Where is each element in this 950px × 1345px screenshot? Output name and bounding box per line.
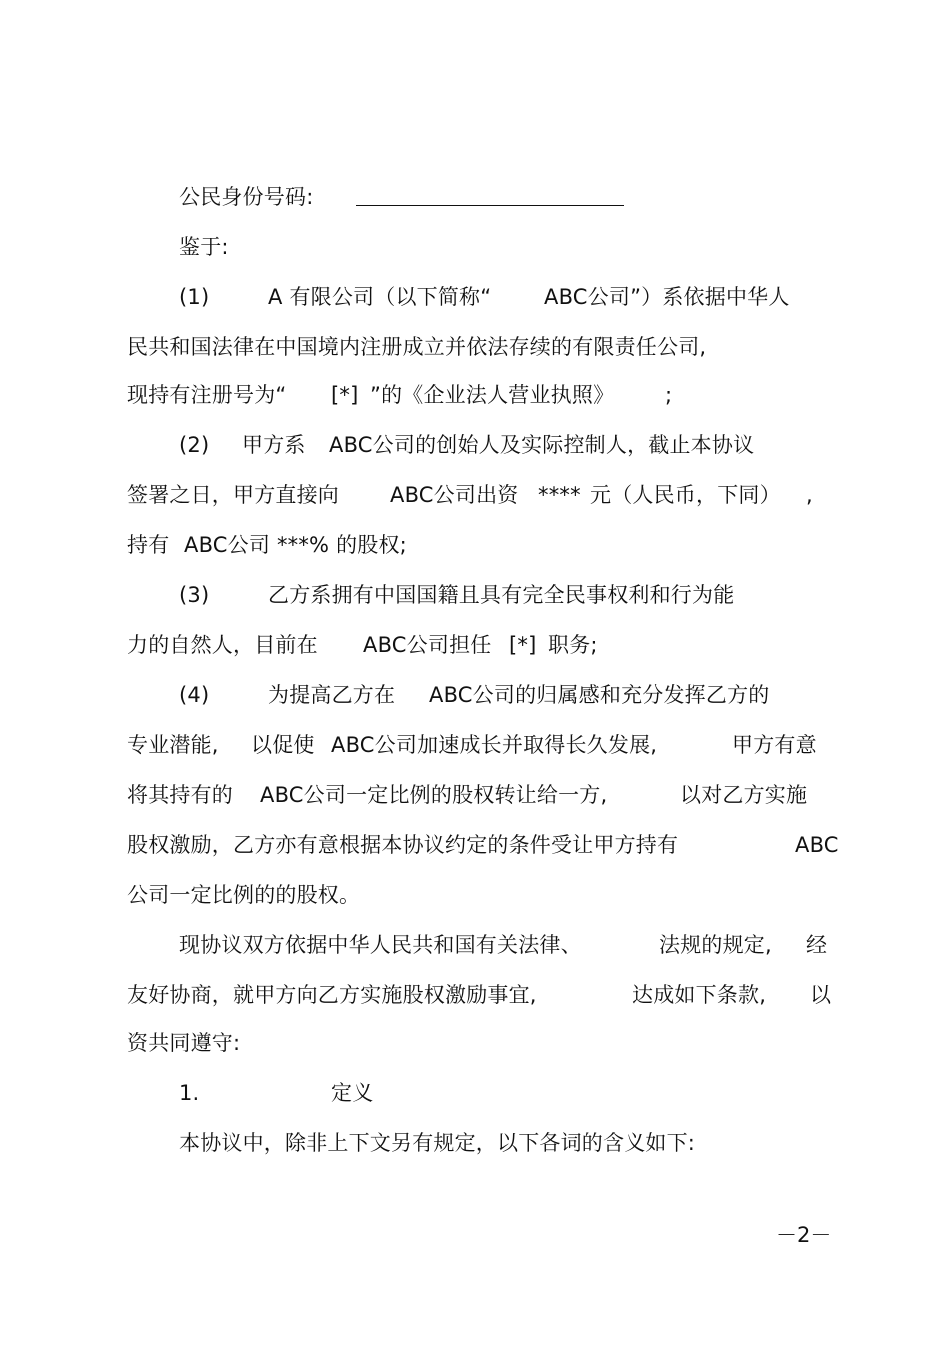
item-2-line-1b: ABC公司的创始人及实际控制人，截止本协议	[329, 433, 755, 457]
agreement-line-1c: 经	[806, 933, 828, 957]
section-1-number: 1.	[179, 1081, 200, 1105]
item-1-line-1a: A 有限公司（以下简称“	[268, 285, 492, 309]
item-1-line-2: 民共和国法律在中国境内注册成立并依法存续的有限责任公司,	[127, 335, 707, 359]
item-4-line-4b: ABC	[795, 833, 839, 857]
agreement-line-2a: 友好协商，就甲方向乙方实施股权激励事宜,	[127, 983, 537, 1007]
item-4-line-5: 公司一定比例的的股权。	[127, 883, 361, 907]
agreement-line-1b: 法规的规定,	[659, 933, 772, 957]
agreement-line-3: 资共同遵守:	[127, 1031, 241, 1055]
item-1-line-1b: ABC公司”）系依据中华人	[544, 285, 790, 309]
page-number: －2－	[776, 1223, 832, 1247]
item-4-number: (4)	[179, 683, 210, 707]
definitions-intro: 本协议中，除非上下文另有规定，以下各词的含义如下:	[179, 1131, 696, 1155]
item-4-line-3c: 以对乙方实施	[680, 783, 808, 807]
item-4-line-3b: ABC公司一定比例的股权转让给一方,	[260, 783, 608, 807]
item-4-line-2c: ABC公司加速成长并取得长久发展,	[331, 733, 658, 757]
item-4-line-2a: 专业潜能,	[127, 733, 219, 757]
whereas-heading: 鉴于:	[179, 235, 229, 259]
item-3-line-2b: ABC公司担任	[363, 633, 492, 657]
item-3-line-1: 乙方系拥有中国国籍且具有完全民事权利和行为能	[268, 583, 735, 607]
agreement-line-2b: 达成如下条款,	[632, 983, 767, 1007]
agreement-line-2c: 以	[810, 983, 832, 1007]
item-2-line-2e: ,	[806, 483, 813, 507]
id-number-blank	[356, 205, 624, 206]
item-1-line-3c: ”的《企业法人营业执照》	[370, 383, 615, 407]
item-1-line-3d: ;	[665, 383, 673, 407]
item-1-number: (1)	[179, 285, 210, 309]
item-4-line-1b: ABC公司的归属感和充分发挥乙方的	[429, 683, 770, 707]
item-2-line-1a: 甲方系	[242, 433, 306, 457]
item-3-number: (3)	[179, 583, 210, 607]
item-4-line-1a: 为提高乙方在	[268, 683, 396, 707]
item-3-line-2a: 力的自然人，目前在	[127, 633, 318, 657]
item-2-line-3a: 持有	[127, 533, 170, 557]
item-2-line-2c: ****	[538, 483, 581, 507]
section-1-title: 定义	[331, 1081, 374, 1105]
item-3-line-2d: 职务;	[548, 633, 598, 657]
item-4-line-2b: 以促使	[251, 733, 315, 757]
item-2-number: (2)	[179, 433, 210, 457]
item-2-line-2d: 元（人民币，下同）	[590, 483, 781, 507]
item-2-line-3b: ABC公司 ***% 的股权;	[184, 533, 407, 557]
item-2-line-2b: ABC公司出资	[390, 483, 519, 507]
item-1-line-3b: [*]	[331, 383, 359, 407]
item-4-line-3a: 将其持有的	[127, 783, 233, 807]
item-1-line-3a: 现持有注册号为“	[127, 383, 287, 407]
item-2-line-2a: 签署之日，甲方直接向	[127, 483, 339, 507]
item-4-line-4a: 股权激励，乙方亦有意根据本协议约定的条件受让甲方持有	[127, 833, 679, 857]
item-4-line-2d: 甲方有意	[732, 733, 817, 757]
item-3-line-2c: [*]	[509, 633, 537, 657]
id-number-label: 公民身份号码:	[179, 185, 314, 209]
agreement-line-1a: 现协议双方依据中华人民共和国有关法律、	[179, 933, 582, 957]
